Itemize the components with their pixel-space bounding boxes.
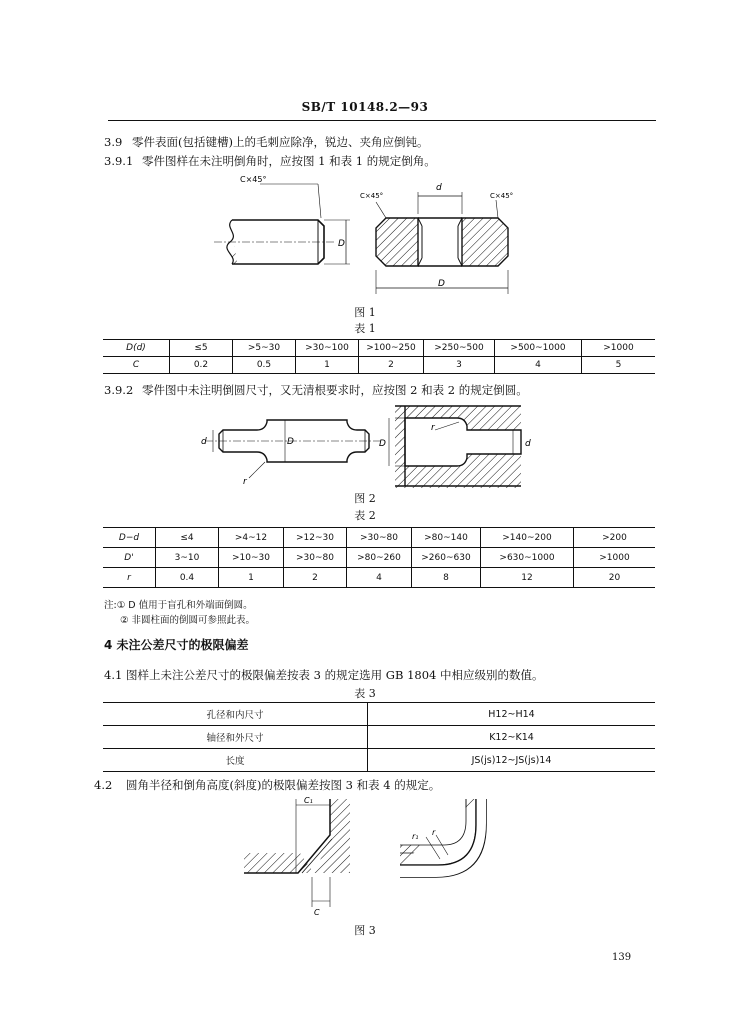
clause-text: 图样上未注公差尺寸的极限偏差按表 3 的规定选用 GB 1804 中相应级别的数值。 xyxy=(126,668,544,682)
table-2-caption: 表 2 xyxy=(354,509,376,522)
table-cell: >80~260 xyxy=(347,548,412,568)
table-cell: 3~10 xyxy=(156,548,219,568)
clause-text: 零件图样在未注明倒角时，应按图 1 和表 1 的规定倒角。 xyxy=(142,154,436,168)
table-cell: 2 xyxy=(284,568,347,588)
table-cell: 长度 xyxy=(103,749,368,772)
table-cell: C xyxy=(103,357,170,374)
left-fillet-label: r xyxy=(243,477,247,487)
table-cell: >1000 xyxy=(574,548,656,568)
table-cell: >200 xyxy=(574,528,656,548)
table-row xyxy=(103,357,655,374)
note-2: ② 非圆柱面的倒圆可参照此表。 xyxy=(120,615,256,626)
table-cell: 4 xyxy=(495,357,582,374)
table-cell: >30~80 xyxy=(347,528,412,548)
table-row xyxy=(103,749,655,772)
clause-number: 3.9 xyxy=(104,135,123,149)
table-cell: >630~1000 xyxy=(481,548,574,568)
table-cell: 8 xyxy=(412,568,481,588)
table-cell: D(d) xyxy=(103,340,170,357)
left-large-diameter-label: D xyxy=(287,437,294,447)
table-cell: 12 xyxy=(481,568,574,588)
table-cell: >5~30 xyxy=(233,340,296,357)
table-1 xyxy=(103,339,655,374)
clause-text: 圆角半径和倒角高度(斜度)的极限偏差按图 3 和表 4 的规定。 xyxy=(126,778,441,792)
chamfer-tolerance-drawing xyxy=(244,799,350,907)
left-chamfer-label: C×45° xyxy=(360,192,384,200)
right-fillet-label: r xyxy=(431,423,435,433)
table-cell: ≤5 xyxy=(170,340,233,357)
figure-1-caption: 图 1 xyxy=(354,306,376,319)
table-cell: >30~80 xyxy=(284,548,347,568)
table-cell: >250~500 xyxy=(424,340,495,357)
table-cell: >500~1000 xyxy=(495,340,582,357)
table-cell: JS(js)12~JS(js)14 xyxy=(368,749,656,772)
shaft-chamfer-label: C×45° xyxy=(240,175,267,184)
table-cell: 0.4 xyxy=(156,568,219,588)
paragraph-3-9-2 xyxy=(104,382,528,398)
table-cell: >260~630 xyxy=(412,548,481,568)
table-1-caption: 表 1 xyxy=(354,322,376,335)
paragraph-3-9-1 xyxy=(104,153,436,169)
right-small-diameter-label: d xyxy=(525,439,531,449)
table-cell: 4 xyxy=(347,568,412,588)
table-cell: >100~250 xyxy=(359,340,424,357)
table-cell: D−d xyxy=(103,528,156,548)
table-row xyxy=(103,340,655,357)
table-cell: 3 xyxy=(424,357,495,374)
chamfer-c-label: C xyxy=(314,908,320,917)
table-3-caption: 表 3 xyxy=(354,687,376,700)
table-cell: >10~30 xyxy=(219,548,284,568)
shaft-diameter-label: D xyxy=(338,239,345,249)
table-cell: 轴径和外尺寸 xyxy=(103,726,368,749)
paragraph-3-9 xyxy=(104,134,428,150)
table-3 xyxy=(103,702,655,772)
right-large-diameter-label: D xyxy=(379,439,386,449)
fillet-r-label: r xyxy=(432,828,436,837)
standard-number-header: SB/T 10148.2—93 xyxy=(301,100,429,114)
paragraph-4-1 xyxy=(104,667,544,683)
clause-text: 零件表面(包括键槽)上的毛刺应除净，锐边、夹角应倒钝。 xyxy=(132,135,429,149)
figure-3-drawing xyxy=(240,795,520,920)
table-row xyxy=(103,703,655,726)
figure-3-caption: 图 3 xyxy=(354,924,376,937)
table-row xyxy=(103,548,655,568)
clause-number: 3.9.1 xyxy=(104,154,134,168)
right-chamfer-label: C×45° xyxy=(490,192,514,200)
table-cell: >12~30 xyxy=(284,528,347,548)
table-cell: r xyxy=(103,568,156,588)
table-row xyxy=(103,568,655,588)
page-number: 139 xyxy=(612,952,632,963)
figure-1-drawing xyxy=(200,170,540,305)
table-cell: H12~H14 xyxy=(368,703,656,726)
table-cell: >4~12 xyxy=(219,528,284,548)
shaft-drawing xyxy=(214,184,350,264)
table-cell: 1 xyxy=(219,568,284,588)
table-cell: 2 xyxy=(359,357,424,374)
note-1: 注:① D 值用于盲孔和外端面倒圆。 xyxy=(104,600,253,611)
section-4-title: 4 未注公差尺寸的极限偏差 xyxy=(104,638,249,652)
stepped-shaft-drawing xyxy=(205,420,381,478)
table-cell: 1 xyxy=(296,357,359,374)
table-cell: D' xyxy=(103,548,156,568)
clause-text: 零件图中未注明倒圆尺寸，又无清根要求时，应按图 2 和表 2 的规定倒圆。 xyxy=(142,383,528,397)
figure-2-drawing xyxy=(195,400,530,488)
clause-number: 4.2 xyxy=(94,778,113,792)
table-2 xyxy=(103,527,655,588)
part-diameter-label: D xyxy=(438,279,445,289)
table-cell: 孔径和内尺寸 xyxy=(103,703,368,726)
table-cell: 0.2 xyxy=(170,357,233,374)
figure-2-caption: 图 2 xyxy=(354,492,376,505)
header-rule xyxy=(108,120,656,121)
chamfer-c1-label: C₁ xyxy=(304,796,313,805)
left-small-diameter-label: d xyxy=(201,437,207,447)
table-cell: K12~K14 xyxy=(368,726,656,749)
clause-number: 3.9.2 xyxy=(104,383,134,397)
bore-diameter-label: d xyxy=(436,183,442,193)
table-cell: >80~140 xyxy=(412,528,481,548)
table-row xyxy=(103,726,655,749)
clause-number: 4.1 xyxy=(104,668,123,682)
table-cell: 20 xyxy=(574,568,656,588)
fillet-r1-label: r₁ xyxy=(412,832,419,841)
table-cell: ≤4 xyxy=(156,528,219,548)
stepped-bore-drawing xyxy=(389,406,521,488)
table-cell: >140~200 xyxy=(481,528,574,548)
table-cell: >1000 xyxy=(582,340,656,357)
table-cell: >30~100 xyxy=(296,340,359,357)
paragraph-4-2 xyxy=(94,777,440,793)
table-cell: 5 xyxy=(582,357,656,374)
table-row xyxy=(103,528,655,548)
table-cell: 0.5 xyxy=(233,357,296,374)
